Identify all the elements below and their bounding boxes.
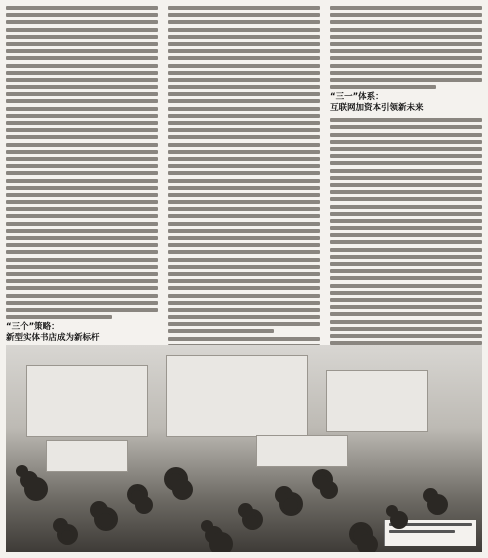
text-line <box>330 20 482 24</box>
text-line <box>168 236 320 240</box>
text-line <box>6 200 158 204</box>
text-line <box>6 114 158 118</box>
text-line <box>168 207 320 211</box>
text-line <box>6 85 158 89</box>
text-line <box>168 258 320 262</box>
shelf-shape <box>326 370 428 432</box>
text-line <box>6 150 158 154</box>
subhead-line-1: “三个”策略： <box>6 322 60 333</box>
text-line <box>168 179 320 183</box>
crowd-figure <box>61 530 73 542</box>
text-line <box>168 42 320 46</box>
text-line <box>6 193 158 197</box>
text-line <box>168 121 320 125</box>
text-line <box>330 312 482 316</box>
text-line <box>168 214 320 218</box>
text-line <box>6 71 158 75</box>
crowd-figure <box>390 511 408 529</box>
text-line <box>6 128 158 132</box>
shelf-shape <box>46 440 128 472</box>
text-line <box>330 183 482 187</box>
text-line <box>330 190 482 194</box>
text-line <box>330 320 482 324</box>
text-line <box>6 78 158 82</box>
text-line <box>6 236 158 240</box>
text-line <box>6 265 158 269</box>
shelf-shape <box>256 435 348 467</box>
text-line <box>330 298 482 302</box>
text-line <box>6 99 158 103</box>
text-line <box>168 337 320 341</box>
text-line <box>6 164 158 168</box>
text-line <box>168 315 320 319</box>
text-line <box>168 308 320 312</box>
text-line <box>6 92 158 96</box>
text-line <box>330 161 482 165</box>
text-line <box>168 164 320 168</box>
text-line <box>330 240 482 244</box>
text-line <box>330 64 482 68</box>
text-line <box>330 305 482 309</box>
text-line <box>6 6 158 10</box>
text-line <box>6 42 158 46</box>
text-line <box>168 294 320 298</box>
text-line <box>330 233 482 237</box>
text-line <box>168 186 320 190</box>
text-line <box>330 85 436 89</box>
text-line <box>330 118 482 122</box>
text-line <box>6 279 158 283</box>
text-line <box>330 147 482 151</box>
text-line <box>168 329 274 333</box>
crowd-figure <box>357 534 378 552</box>
text-line <box>168 286 320 290</box>
subhead-line-1: “三一”体系： <box>330 92 384 103</box>
text-line <box>6 179 158 183</box>
text-line <box>330 28 482 32</box>
text-line <box>6 258 158 262</box>
text-line <box>6 207 158 211</box>
text-line <box>6 157 158 161</box>
text-line <box>330 42 482 46</box>
text-line <box>330 269 482 273</box>
crowd-figure <box>98 513 113 528</box>
text-line <box>330 334 482 338</box>
text-line <box>6 20 158 24</box>
text-line <box>330 205 482 209</box>
text-line <box>330 35 482 39</box>
text-line <box>6 171 158 175</box>
text-line <box>6 243 158 247</box>
text-line <box>6 64 158 68</box>
text-line <box>168 279 320 283</box>
text-line <box>168 64 320 68</box>
text-line <box>168 6 320 10</box>
text-line <box>330 125 482 129</box>
shelf-shape <box>26 365 148 437</box>
text-line <box>6 121 158 125</box>
text-line <box>168 243 320 247</box>
text-line <box>6 286 158 290</box>
text-line <box>168 171 320 175</box>
subhead-line-2: 新型实体书店成为新标杆 <box>6 333 100 344</box>
text-line <box>168 150 320 154</box>
text-line <box>168 193 320 197</box>
text-line <box>330 255 482 259</box>
text-line <box>6 214 158 218</box>
text-line <box>168 56 320 60</box>
text-line <box>6 13 158 17</box>
text-line <box>168 99 320 103</box>
text-line <box>168 92 320 96</box>
text-line <box>330 6 482 10</box>
text-line <box>168 143 320 147</box>
text-line <box>6 229 158 233</box>
text-line <box>330 226 482 230</box>
text-line <box>6 56 158 60</box>
text-line <box>6 28 158 32</box>
text-line <box>168 128 320 132</box>
text-line <box>168 28 320 32</box>
text-line <box>330 169 482 173</box>
text-line <box>168 114 320 118</box>
shelf-shape <box>166 355 308 437</box>
text-line <box>6 107 158 111</box>
text-line <box>168 78 320 82</box>
text-line <box>168 135 320 139</box>
text-line <box>330 291 482 295</box>
text-line <box>6 315 112 319</box>
text-line <box>6 35 158 39</box>
text-line <box>330 71 482 75</box>
text-line <box>6 49 158 53</box>
text-line <box>168 20 320 24</box>
text-line <box>168 222 320 226</box>
text-line <box>168 157 320 161</box>
text-line <box>330 276 482 280</box>
text-line <box>330 133 482 137</box>
text-line <box>6 143 158 147</box>
subhead-line-2: 互联网加资本引领新未来 <box>330 103 424 114</box>
text-line <box>330 78 482 82</box>
text-line <box>330 284 482 288</box>
text-line <box>330 176 482 180</box>
text-line <box>168 49 320 53</box>
crowd-figure <box>283 498 298 513</box>
text-line <box>330 13 482 17</box>
text-line <box>6 186 158 190</box>
text-line <box>168 71 320 75</box>
text-line <box>6 135 158 139</box>
text-line <box>168 322 320 326</box>
text-line <box>330 140 482 144</box>
text-line <box>330 248 482 252</box>
text-line <box>6 294 158 298</box>
text-line <box>168 301 320 305</box>
text-line <box>330 56 482 60</box>
article-subhead <box>6 322 158 344</box>
text-line <box>330 212 482 216</box>
text-line <box>330 49 482 53</box>
text-line <box>330 154 482 158</box>
text-line <box>330 197 482 201</box>
crowd-figure <box>24 477 48 501</box>
crowd-figure <box>320 481 338 499</box>
text-line <box>330 219 482 223</box>
article-subhead <box>330 92 482 114</box>
text-line <box>168 229 320 233</box>
text-line <box>6 301 158 305</box>
text-line <box>6 272 158 276</box>
text-line <box>168 250 320 254</box>
text-line <box>168 13 320 17</box>
text-line <box>330 327 482 331</box>
crowd-figure <box>135 496 153 514</box>
text-line <box>168 265 320 269</box>
crowd-figure <box>209 532 233 552</box>
bookstore-photo <box>6 345 482 552</box>
text-line <box>168 272 320 276</box>
text-line <box>168 200 320 204</box>
text-line <box>168 35 320 39</box>
text-line <box>168 85 320 89</box>
text-line <box>330 262 482 266</box>
crowd-figure <box>427 494 448 515</box>
text-line <box>6 250 158 254</box>
text-line <box>168 107 320 111</box>
crowd-figure <box>246 515 258 527</box>
text-line <box>6 222 158 226</box>
text-line <box>6 308 158 312</box>
crowd-figure <box>172 479 193 500</box>
